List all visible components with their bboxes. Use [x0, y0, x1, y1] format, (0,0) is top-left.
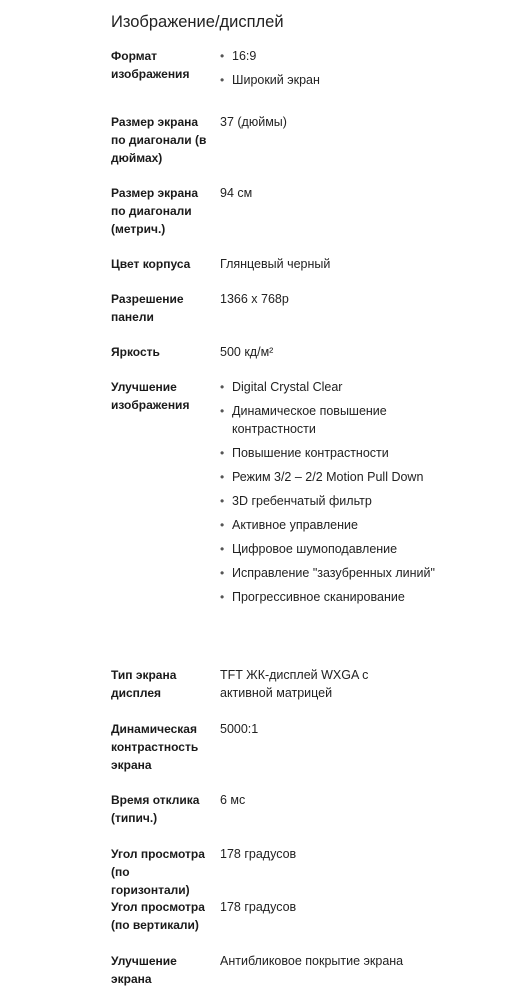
spec-label: Яркость	[111, 345, 160, 359]
spec-value-list	[220, 378, 435, 612]
list-item: • Повышение контрастности	[220, 446, 389, 460]
list-item: • Динамическое повышение контрастности	[220, 404, 387, 436]
spec-value: 6 мс	[220, 793, 246, 807]
section-title: Изображение/дисплей	[111, 13, 284, 31]
bullet-icon: •	[220, 73, 225, 87]
bullet-icon: •	[220, 566, 225, 580]
spec-value: 178 градусов	[220, 847, 297, 861]
list-item: • 16:9	[220, 49, 257, 63]
spec-label: Разрешение панели	[111, 292, 184, 324]
list-item: • Цифровое шумоподавление	[220, 542, 398, 556]
spec-label: Улучшение экрана	[111, 954, 177, 986]
bullet-icon: •	[220, 446, 225, 460]
bullet-icon: •	[220, 494, 225, 508]
spec-value: 5000:1	[220, 722, 259, 736]
spec-value: TFT ЖК-дисплей WXGA с активной матрицей	[220, 668, 369, 700]
spec-value: 1366 x 768p	[220, 292, 289, 306]
spec-label: Размер экрана по диагонали (метрич.)	[111, 186, 199, 236]
spec-label: Размер экрана по диагонали (в дюймах)	[111, 115, 207, 165]
spec-label: Улучшение изображения	[111, 380, 190, 412]
list-item: • Широкий экран	[220, 73, 320, 87]
bullet-icon: •	[220, 49, 225, 63]
list-item: • Режим 3/2 – 2/2 Motion Pull Down	[220, 470, 424, 484]
list-item: • 3D гребенчатый фильтр	[220, 494, 372, 508]
bullet-icon: •	[220, 542, 225, 556]
spec-value: Глянцевый черный	[220, 257, 331, 271]
bullet-icon: •	[220, 404, 225, 418]
bullet-icon: •	[220, 380, 225, 394]
list-item: • Активное управление	[220, 518, 358, 532]
spec-label: Время отклика (типич.)	[111, 793, 200, 825]
spec-label: Цвет корпуса	[111, 257, 191, 271]
spec-label: Тип экрана дисплея	[111, 668, 177, 700]
spec-value: Антибликовое покрытие экрана	[220, 954, 404, 968]
spec-label: Формат изображения	[111, 49, 190, 81]
spec-value: 94 см	[220, 186, 253, 200]
bullet-icon: •	[220, 590, 225, 604]
list-item: • Прогрессивное сканирование	[220, 590, 405, 604]
bullet-icon: •	[220, 518, 225, 532]
list-item: • Digital Crystal Clear	[220, 380, 343, 394]
spec-label: Динамическая контрастность экрана	[111, 722, 199, 772]
spec-value: 500 кд/м²	[220, 345, 274, 359]
spec-value-list	[220, 47, 435, 95]
spec-value: 178 градусов	[220, 900, 297, 914]
spec-label: Угол просмотра (по вертикали)	[111, 900, 205, 932]
spec-label: Угол просмотра (по горизонтали)	[111, 847, 205, 897]
bullet-icon: •	[220, 470, 225, 484]
list-item: • Исправление "зазубренных линий"	[220, 566, 435, 580]
spec-value: 37 (дюймы)	[220, 115, 287, 129]
